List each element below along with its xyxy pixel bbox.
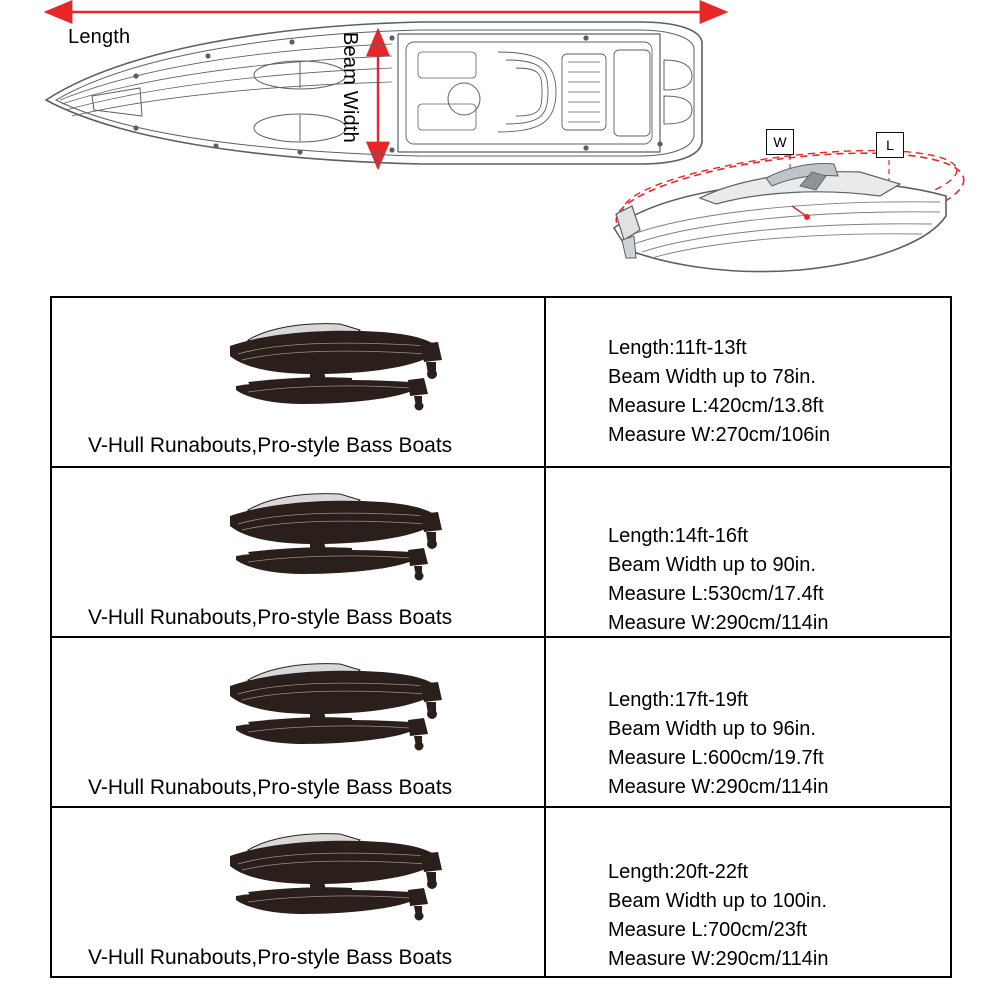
- boat-illustration: [52, 644, 544, 762]
- spec-beam: Beam Width up to 96in.: [608, 718, 816, 740]
- spec-list: [608, 686, 828, 802]
- spec-length: Length:17ft-19ft: [608, 689, 749, 711]
- diagram-svg: [0, 0, 1000, 292]
- spec-list: [608, 522, 828, 638]
- row-caption: V-Hull Runabouts,Pro-style Bass Boats: [88, 776, 453, 799]
- spec-measure-l: Measure L:600cm/19.7ft: [608, 747, 824, 769]
- spec-measure-l: Measure L:530cm/17.4ft: [608, 583, 824, 605]
- top-measurement-diagram: [0, 0, 1000, 292]
- spec-length: Length:14ft-16ft: [608, 525, 749, 547]
- spec-measure-l: Measure L:700cm/23ft: [608, 919, 807, 941]
- spec-length: Length:11ft-13ft: [608, 337, 747, 359]
- table-row: [51, 807, 951, 977]
- covered-boat-illustration: [611, 136, 969, 272]
- width-marker-box: W: [766, 129, 794, 155]
- spec-length: Length:20ft-22ft: [608, 861, 749, 883]
- spec-beam: Beam Width up to 78in.: [608, 366, 816, 388]
- spec-measure-l: Measure L:420cm/13.8ft: [608, 395, 824, 417]
- spec-list: [608, 334, 830, 450]
- length-marker-box: L: [876, 132, 904, 158]
- spec-measure-w: Measure W:290cm/114in: [608, 612, 829, 634]
- table-row: [51, 637, 951, 807]
- row-caption: V-Hull Runabouts,Pro-style Bass Boats: [88, 434, 453, 457]
- boat-illustration: [52, 474, 544, 592]
- length-label: Length: [68, 26, 131, 48]
- row-spec-cell: [545, 297, 951, 467]
- beam-width-label: Beam Width: [339, 32, 361, 143]
- row-illustration-cell: [51, 467, 545, 637]
- spec-measure-w: Measure W:290cm/114in: [608, 776, 829, 798]
- row-spec-cell: [545, 807, 951, 977]
- row-caption: V-Hull Runabouts,Pro-style Bass Boats: [88, 606, 453, 629]
- boat-illustration: [52, 814, 544, 932]
- row-illustration-cell: [51, 297, 545, 467]
- spec-list: [608, 858, 828, 974]
- table-row: [51, 467, 951, 637]
- spec-beam: Beam Width up to 100in.: [608, 890, 828, 912]
- row-illustration-cell: [51, 637, 545, 807]
- row-illustration-cell: [51, 807, 545, 977]
- boat-illustration: [52, 304, 544, 422]
- size-spec-table: [50, 296, 952, 978]
- row-spec-cell: [545, 637, 951, 807]
- spec-measure-w: Measure W:290cm/114in: [608, 948, 829, 970]
- row-spec-cell: [545, 467, 951, 637]
- spec-measure-w: Measure W:270cm/106in: [608, 424, 830, 446]
- spec-beam: Beam Width up to 90in.: [608, 554, 816, 576]
- row-caption: V-Hull Runabouts,Pro-style Bass Boats: [88, 946, 453, 969]
- table-row: [51, 297, 951, 467]
